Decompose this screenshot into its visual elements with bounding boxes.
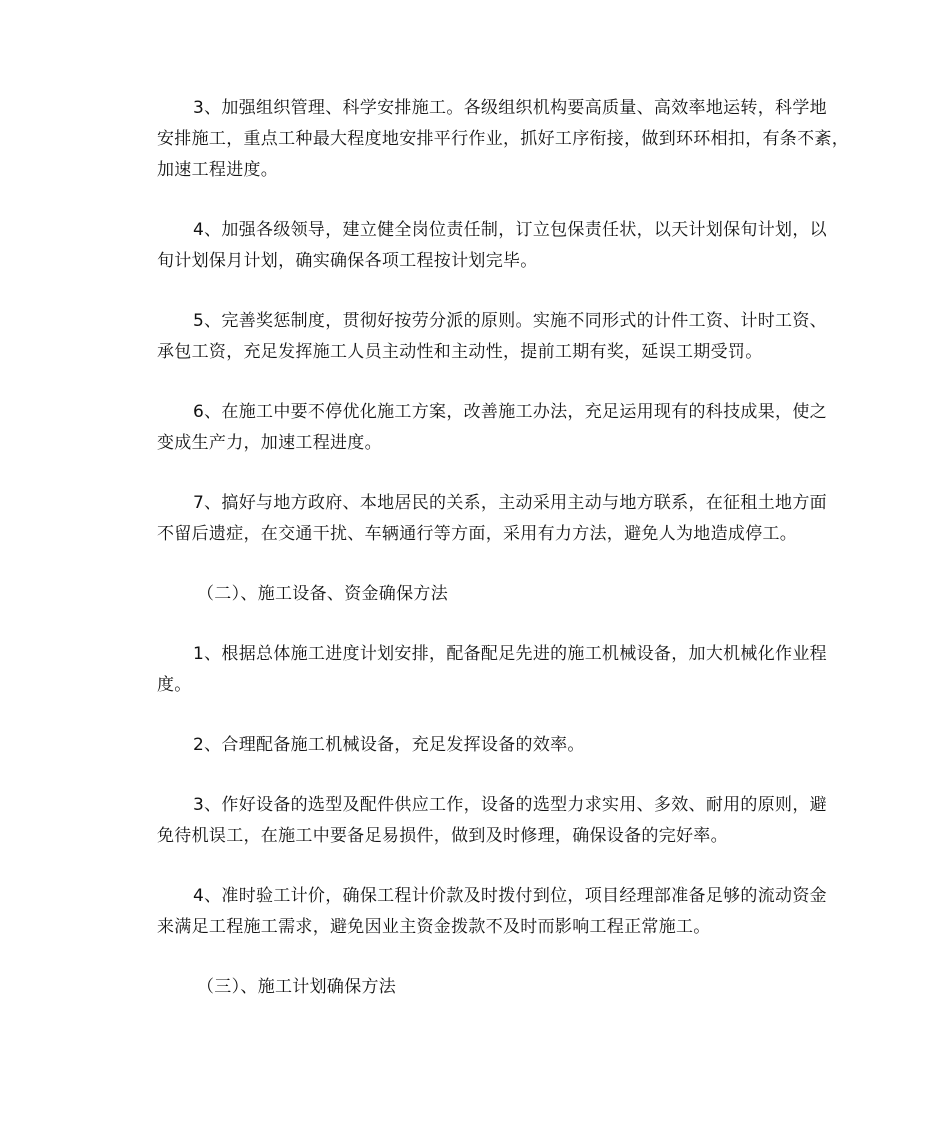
section-heading-equipment-funds <box>121 579 833 610</box>
text-line: 来满足工程施工需求，避免因业主资金拨款不及时而影响工程正常施工。 <box>157 917 711 937</box>
text-line: 7、搞好与地方政府、本地居民的关系，主动采用主动与地方联系，在征租土地方面 <box>193 493 827 513</box>
text-line: 不留后遗症，在交通干扰、车辆通行等方面，采用有力方法，避免人为地造成停工。 <box>157 524 798 544</box>
text-line: 1、根据总体施工进度计划安排，配备配足先进的施工机械设备，加大机械化作业程 <box>193 644 827 664</box>
text-line: 4、准时验工计价，确保工程计价款及时拨付到位，项目经理部准备足够的流动资金 <box>193 886 827 906</box>
text-line: 安排施工，重点工种最大程度地安排平行作业，抓好工序衔接，做到环环相扣，有条不紊， <box>157 129 849 149</box>
text-line: 承包工资，充足发挥施工人员主动性和主动性，提前工期有奖，延误工期受罚。 <box>157 342 763 362</box>
text-line: 4、加强各级领导，建立健全岗位责任制，订立包保责任状，以天计划保旬计划，以 <box>193 220 827 240</box>
document-page <box>121 93 849 1032</box>
text-line: 免待机误工，在施工中要备足易损件，做到及时修理，确保设备的完好率。 <box>157 826 728 846</box>
paragraph-1-equipment-plan <box>121 639 833 701</box>
paragraph-2-equipment-config <box>121 730 833 761</box>
paragraph-5-rewards <box>121 306 833 368</box>
text-line: 6、在施工中要不停优化施工方案，改善施工办法，充足运用现有的科技成果，使之 <box>193 402 827 422</box>
paragraph-7-relations <box>121 488 833 550</box>
text-line: 5、完善奖惩制度，贯彻好按劳分派的原则。实施不同形式的计件工资、计时工资、 <box>193 311 827 331</box>
text-line: 度。 <box>157 675 192 695</box>
paragraph-3-equipment-selection <box>121 790 833 852</box>
text-line: 加速工程进度。 <box>157 160 279 180</box>
text-line: 2、合理配备施工机械设备，充足发挥设备的效率。 <box>193 735 585 755</box>
paragraph-3-organization <box>121 93 849 186</box>
text-line: 旬计划保月计划，确实确保各项工程按计划完毕。 <box>157 251 538 271</box>
paragraph-4-funding <box>121 881 833 943</box>
paragraph-6-optimization <box>121 397 833 459</box>
heading-line: （三）、施工计划确保方法 <box>197 977 397 997</box>
section-heading-schedule <box>121 972 833 1003</box>
text-line: 变成生产力，加速工程进度。 <box>157 433 382 453</box>
paragraph-4-leadership <box>121 215 833 277</box>
text-line: 3、加强组织管理、科学安排施工。各级组织机构要高质量、高效率地运转，科学地 <box>193 98 827 118</box>
text-line: 3、作好设备的选型及配件供应工作，设备的选型力求实用、多效、耐用的原则，避 <box>193 795 827 815</box>
heading-line: （二）、施工设备、资金确保方法 <box>197 584 448 604</box>
